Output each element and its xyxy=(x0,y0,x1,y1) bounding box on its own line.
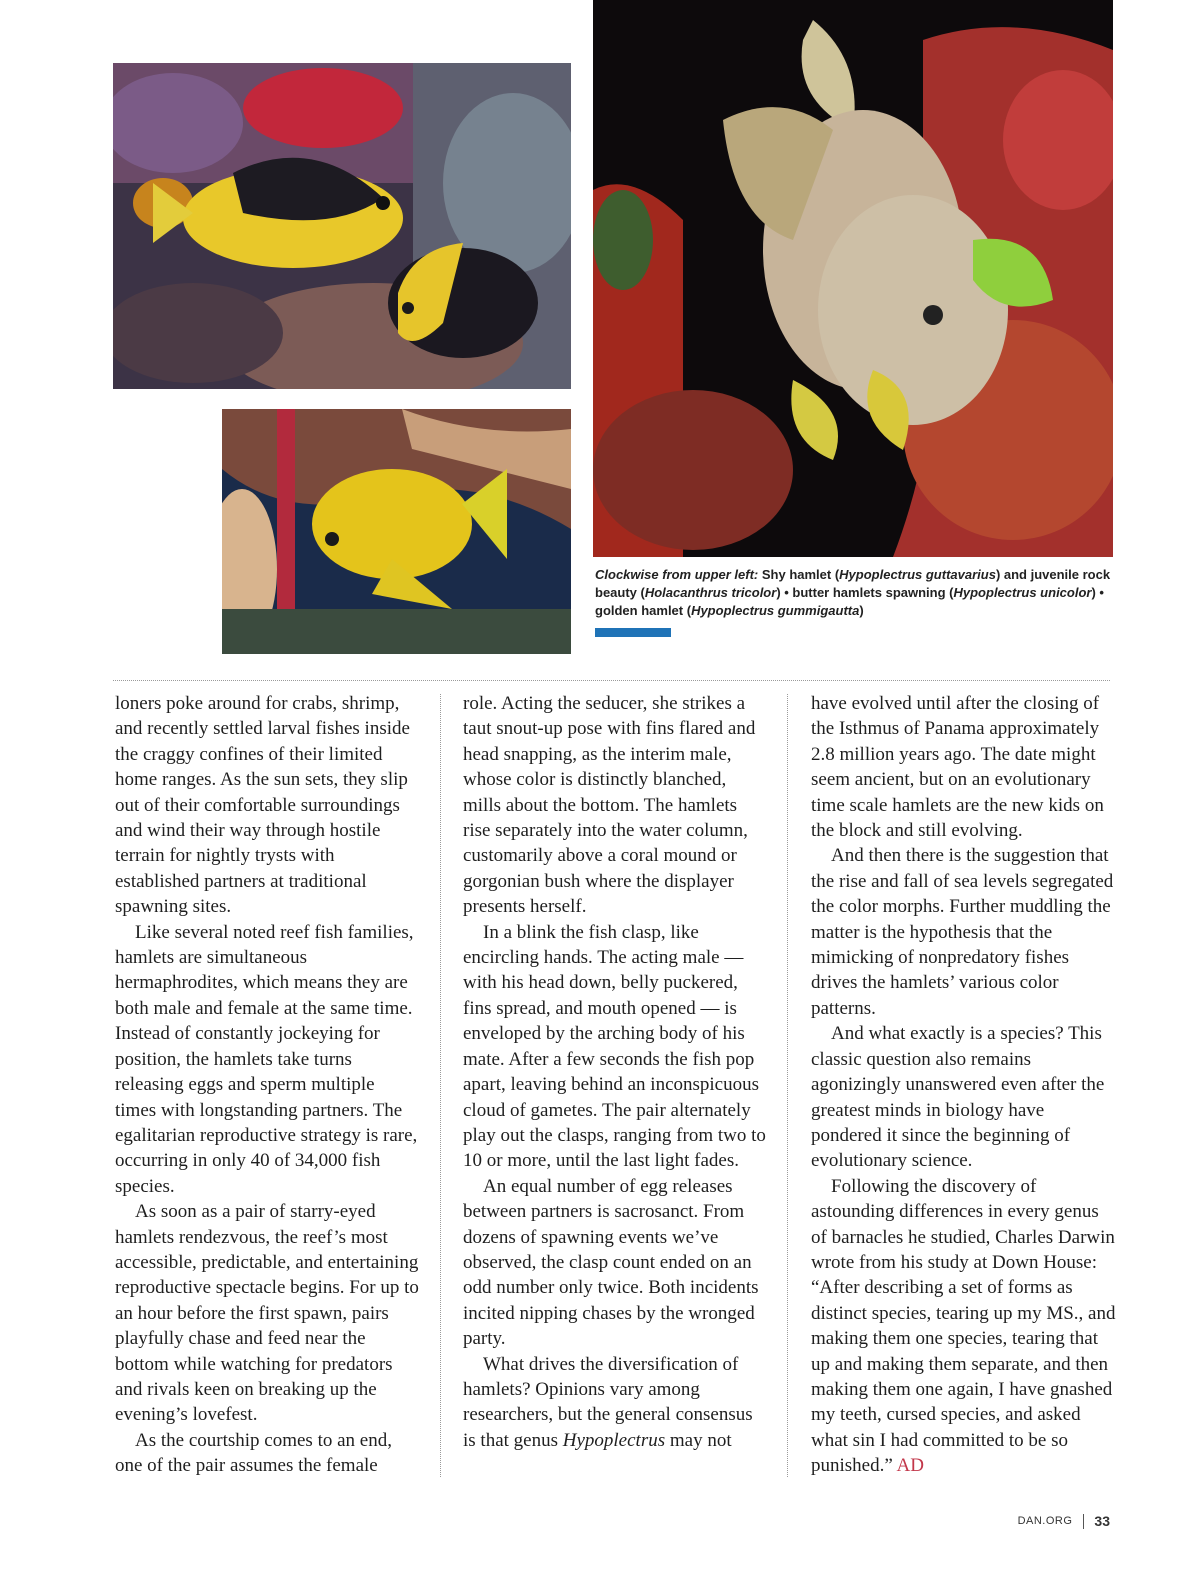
article-paragraph xyxy=(811,1174,1116,1479)
article-paragraph xyxy=(463,1352,768,1454)
photo-golden-hamlet xyxy=(222,409,571,654)
article-text: Following the discovery of astounding differences in every genus of barnacles he studied, Charles Darwin wrote from his study at Down House: “After describing a set of forms as distinct species, tearing up my MS., and making them one species, tearing that up and making them separate, and then making them one again, I have gnashed my teeth, cursed species, and asked what sin I had committed to be so punished.” xyxy=(811,1175,1116,1477)
genus-name: Hypoplectrus xyxy=(562,1429,666,1451)
article-text: may not xyxy=(665,1429,732,1451)
page-footer xyxy=(1018,1513,1110,1529)
article-paragraph: An equal number of egg releases between partners is sacrosanct. From dozens of spawning events we’ve observed, the clasp count ended on an odd number only twice. Both incidents incited nipping chases by the wronged party. xyxy=(463,1175,759,1350)
caption-species: Hypoplectrus gummigautta xyxy=(691,603,860,618)
article-paragraph: Like several noted reef fish families, hamlets are simultaneous hermaphrodites, which means they are both male and female at the same time. Instead of constantly jockeying for position, the hamlets take turns releasing eggs and sperm multiple times with longstanding partners. The egalitarian reproductive strategy is rare, occurring in only 40 of 34,000 fish species. xyxy=(115,921,418,1197)
article-paragraph: As the courtship comes to an end, one of the pair assumes the female xyxy=(115,1429,392,1477)
end-mark: AD xyxy=(896,1455,924,1477)
caption-text: Shy hamlet ( xyxy=(758,567,840,582)
article-column-3 xyxy=(811,691,1116,1479)
footer-site: DAN.ORG xyxy=(1017,1515,1073,1527)
article-paragraph: And then there is the suggestion that the rise and fall of sea levels segregated the color morphs. Further muddling the matter is the hypothesis that the mimicking of nonpredatory fishes drives the hamlets’ various color patterns. xyxy=(811,845,1114,1019)
caption-accent-bar xyxy=(595,628,671,637)
article-paragraph: As soon as a pair of starry-eyed hamlets rendezvous, the reef’s most accessible, predictable, and entertaining reproductive spectacle begins. For up to an hour before the first spawn, pairs playfully chase and feed near the bottom while watching for predators and rivals keen on breaking up the evening’s lovefest. xyxy=(115,1201,419,1426)
article-paragraph: loners poke around for crabs, shrimp, and recently settled larval fishes inside the craggy confines of their limited home ranges. As the sun sets, they slip out of their comfortable surroundings and wind their way through hostile terrain for nightly trysts with established partners at traditional spawning sites. xyxy=(115,693,410,918)
caption-lead: Clockwise from upper left: xyxy=(595,567,759,582)
caption-species: Hypoplectrus unicolor xyxy=(953,585,1092,600)
article-text: What drives the diversification of hamlets? Opinions vary among researchers, but the general consensus is that genus xyxy=(463,1353,753,1451)
caption-species: Holacanthrus tricolor xyxy=(644,585,777,600)
caption-text: ) • butter hamlets spawning ( xyxy=(776,585,954,600)
photo-butter-hamlets-spawning xyxy=(593,0,1113,557)
footer-separator xyxy=(1083,1514,1084,1529)
column-rule xyxy=(787,694,788,1477)
article-paragraph: And what exactly is a species? This classic question also remains agonizingly unanswered even after the greatest minds in biology have pondered it since the beginning of evolutionary science. xyxy=(811,1023,1105,1172)
photo-shy-hamlet-rock-beauty xyxy=(113,63,571,389)
article-paragraph: have evolved until after the closing of the Isthmus of Panama approximately 2.8 million years ago. The date might seem ancient, but on an evolutionary time scale hamlets are the new kids on the block and still evolving. xyxy=(811,693,1104,842)
section-divider xyxy=(113,680,1110,681)
column-rule xyxy=(440,694,441,1477)
caption-text: ) and juvenile rock beauty ( xyxy=(595,567,1111,600)
article-paragraph: role. Acting the seducer, she strikes a taut snout-up pose with fins flared and head snapping, as the interim male, whose color is distinctly blanched, mills about the bottom. The hamlets rise separately into the water column, customarily above a coral mound or gorgonian bush where the displayer presents herself. xyxy=(463,693,756,918)
article-paragraph: In a blink the fish clasp, like encircling hands. The acting male — with his head down, belly puckered, fins spread, and mouth opened — is enveloped by the arching body of his mate. After a few seconds the fish pop apart, leaving behind an inconspicuous cloud of gametes. The pair alternately play out the clasps, ranging from two to 10 or more, until the last light fades. xyxy=(463,921,766,1172)
caption-text: ) xyxy=(859,603,864,618)
article-column-1 xyxy=(115,691,420,1479)
page-number: 33 xyxy=(1094,1513,1110,1529)
photo-caption xyxy=(595,566,1115,620)
caption-text: ) • golden hamlet ( xyxy=(595,585,1104,618)
article-column-2 xyxy=(463,691,768,1453)
caption-species: Hypoplectrus guttavarius xyxy=(839,567,996,582)
